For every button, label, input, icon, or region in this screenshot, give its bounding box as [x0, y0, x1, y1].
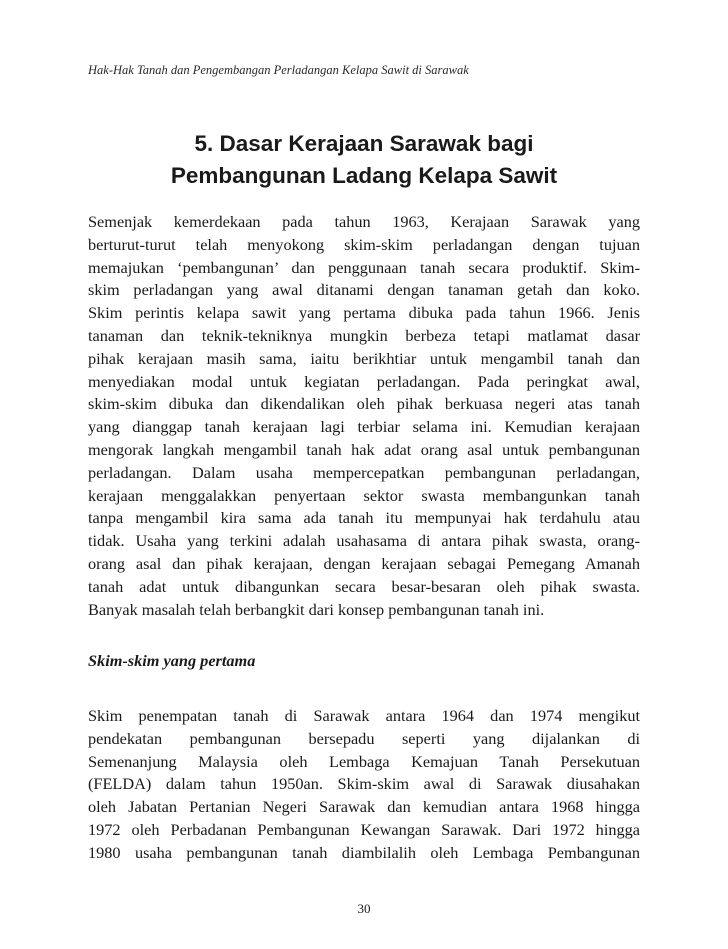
paragraph-line: oleh Jabatan Pertanian Negeri Sarawak dan kemudian antara 1968 hingga	[88, 797, 640, 817]
chapter-title-line-2: Pembangunan Ladang Kelapa Sawit	[170, 163, 558, 188]
paragraph-line: perladangan. Dalam usaha mempercepatkan pembangunan perladangan,	[88, 462, 640, 482]
paragraph-line: Semenjak kemerdekaan pada tahun 1963, Kerajaan Sarawak yang	[88, 212, 640, 231]
paragraph-line: tidak. Usaha yang terkini adalah usahasama di antara pihak swasta, orang-	[88, 531, 640, 551]
paragraph-line: skim-skim dibuka dan dikendalikan oleh pihak berkuasa negeri atas tanah	[88, 394, 640, 414]
paragraph-line: Skim perintis kelapa sawit yang pertama dibuka pada tahun 1966. Jenis	[88, 303, 640, 323]
paragraph-line: yang dianggap tanah kerajaan lagi terbiar selama ini. Kemudian kerajaan	[88, 417, 640, 437]
paragraph-line: tanpa mengambil kira sama ada tanah itu mempunyai hak terdahulu atau	[88, 508, 640, 528]
chapter-title	[88, 128, 640, 192]
paragraph-line: 1972 oleh Perbadanan Pembangunan Kewangan Sarawak. Dari 1972 hingga	[88, 819, 640, 839]
paragraph-line: menyediakan modal untuk kegiatan perladangan. Pada peringkat awal,	[88, 371, 640, 391]
page-number: 30	[357, 901, 371, 916]
paragraph-line: pihak kerajaan masih sama, iaitu berikhtiar untuk mengambil tanah dan	[88, 348, 640, 368]
paragraph-line: tanaman dan teknik-tekniknya mungkin berbeza tetapi matlamat dasar	[88, 325, 640, 345]
paragraph-line: mengorak langkah mengambil tanah hak adat orang asal untuk pembangunan	[88, 439, 640, 459]
chapter-title-line-1: 5. Dasar Kerajaan Sarawak bagi	[194, 131, 534, 156]
paragraph-line: 1980 usaha pembangunan tanah diambilalih oleh Lembaga Pembangunan	[88, 842, 640, 862]
paragraph-line: Skim penempatan tanah di Sarawak antara 1964 dan 1974 mengikut	[88, 706, 640, 725]
paragraph-line: memajukan ‘pembangunan’ dan penggunaan tanah secara produktif. Skim-	[88, 257, 640, 277]
paragraph-2	[88, 705, 640, 865]
paragraph-line: skim perladangan yang awal ditanami dengan tanaman getah dan koko.	[88, 280, 640, 300]
paragraph-line: orang asal dan pihak kerajaan, dengan kerajaan sebagai Pemegang Amanah	[88, 553, 640, 573]
paragraph-line: Banyak masalah telah berbangkit dari konsep pembangunan tanah ini.	[88, 599, 545, 619]
paragraph-line: kerajaan menggalakkan penyertaan sektor swasta membangunkan tanah	[88, 485, 640, 505]
paragraph-line: berturut-turut telah menyokong skim-skim perladangan dengan tujuan	[88, 234, 640, 254]
running-header: Hak-Hak Tanah dan Pengembangan Perladangan Kelapa Sawit di Sarawak	[88, 63, 469, 77]
section-heading: Skim-skim yang pertama	[88, 651, 256, 670]
paragraph-line: (FELDA) dalam tahun 1950an. Skim-skim awal di Sarawak diusahakan	[88, 774, 640, 794]
paragraph-line: pendekatan pembangunan bersepadu seperti yang dijalankan di	[88, 728, 640, 748]
paragraph-1	[88, 211, 640, 621]
paragraph-line: Semenanjung Malaysia oleh Lembaga Kemajuan Tanah Persekutuan	[88, 751, 640, 771]
paragraph-line: tanah adat untuk dibangunkan secara besar-besaran oleh pihak swasta.	[88, 576, 640, 596]
